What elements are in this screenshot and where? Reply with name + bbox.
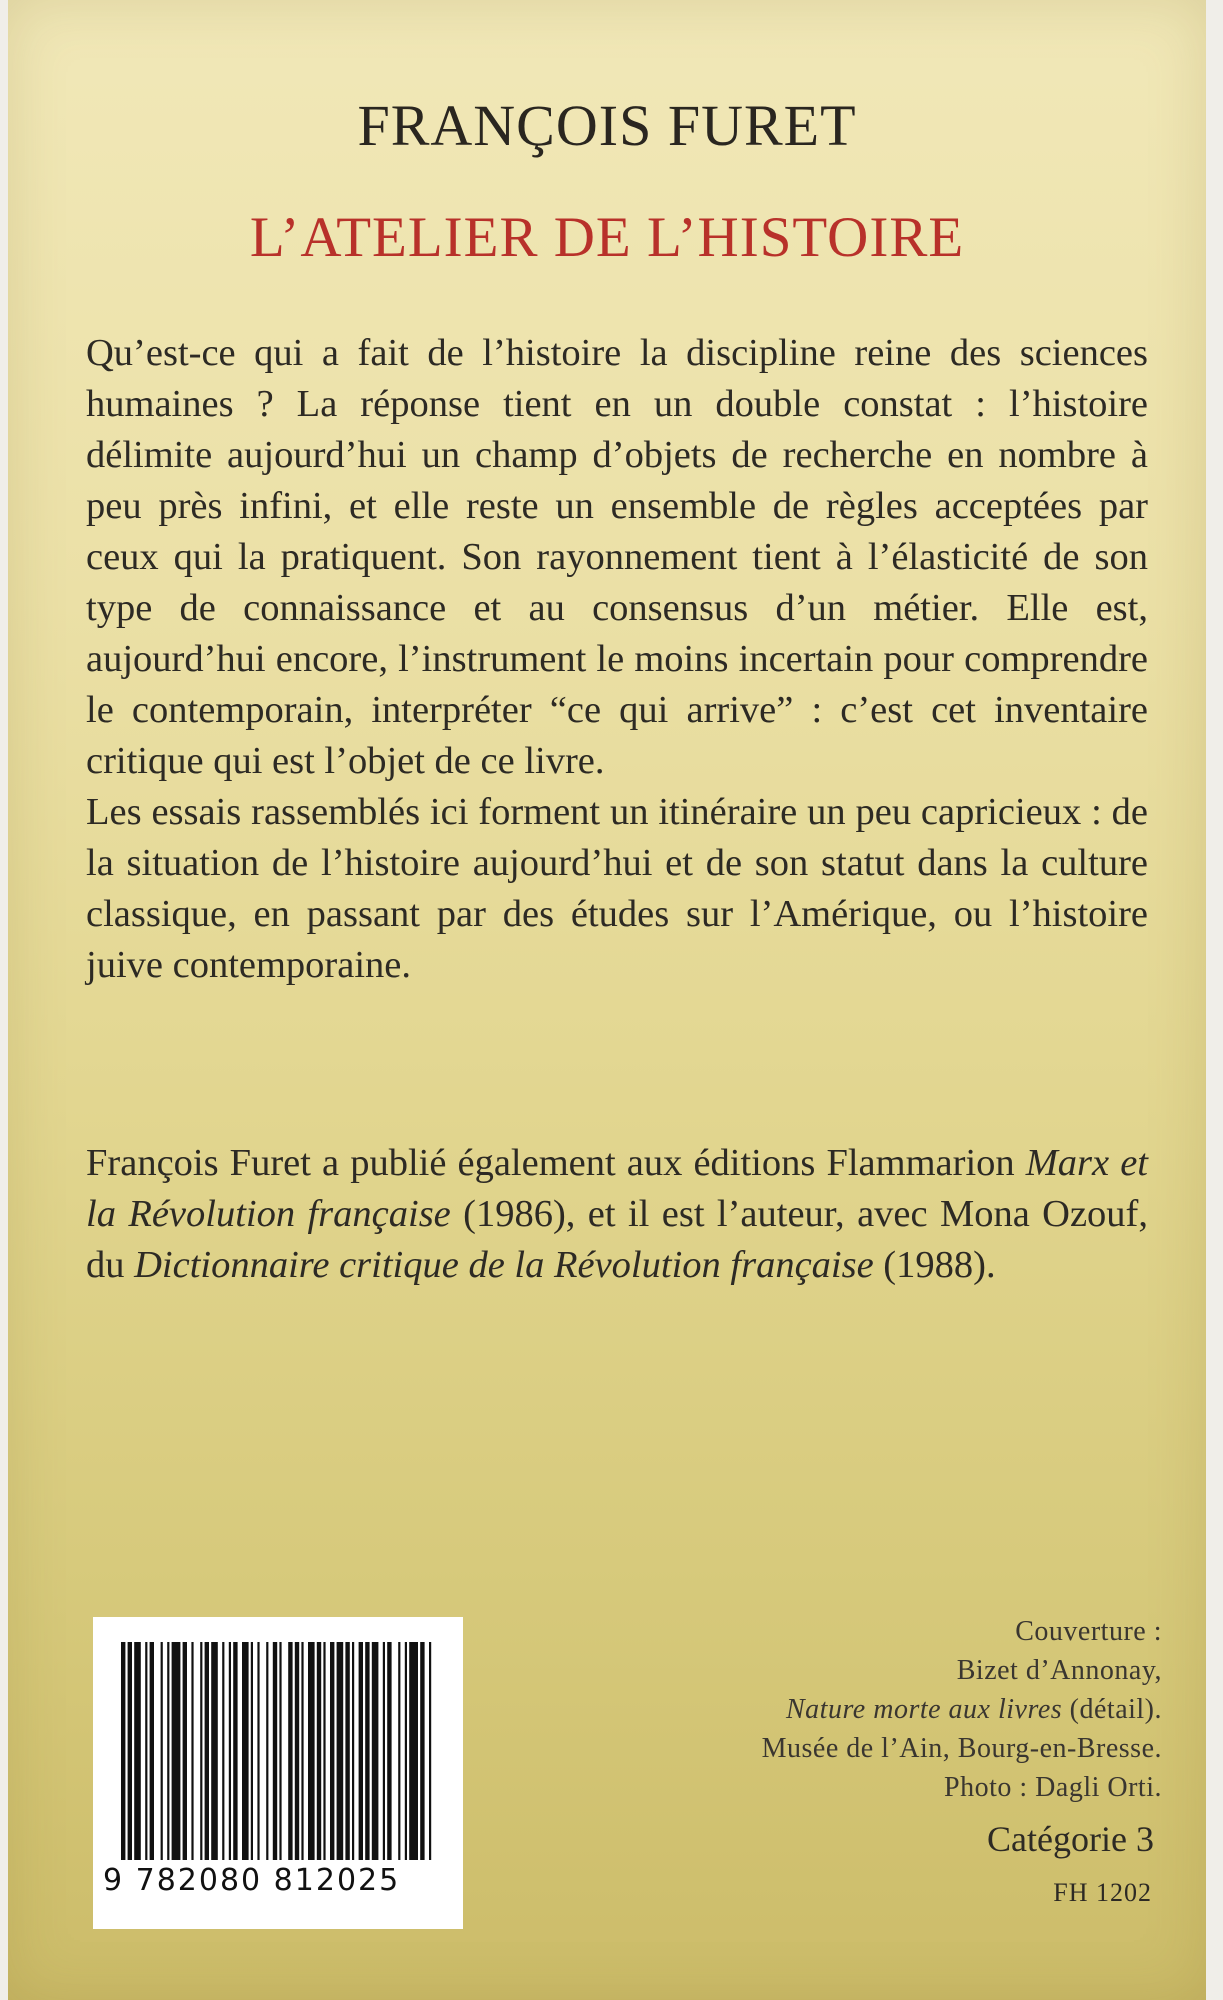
barcode-bar xyxy=(317,1642,321,1860)
barcode-bar xyxy=(222,1642,224,1860)
product-code: FH 1202 xyxy=(1053,1878,1152,1907)
barcode-bar xyxy=(387,1642,391,1860)
barcode-bar xyxy=(266,1642,268,1860)
barcode-bar xyxy=(150,1642,154,1860)
barcode-bar xyxy=(288,1642,292,1860)
cover-credits xyxy=(602,1612,1162,1807)
barcode-bar xyxy=(211,1642,218,1860)
barcode-bar xyxy=(295,1642,299,1860)
barcode-bar xyxy=(398,1642,400,1860)
barcode-bar xyxy=(229,1642,231,1860)
barcode-bar xyxy=(330,1642,334,1860)
barcode-bar xyxy=(372,1642,379,1860)
barcode-bar xyxy=(301,1642,303,1860)
barcode-bar xyxy=(420,1642,424,1860)
barcode-bar xyxy=(383,1642,385,1860)
author-name: FRANÇOIS FURET xyxy=(357,93,857,158)
author-note-text-3: (1988). xyxy=(873,1244,996,1286)
credits-line-3 xyxy=(602,1690,1162,1729)
book-title: L’ATELIER DE L’HISTOIRE xyxy=(249,206,965,269)
blurb-paragraph-1: Qu’est-ce qui a fait de l’histoire la discipline reine des sciences humaines ? La réponse tient en un double constat : l’histoire délimite aujourd’hui un champ d’objets de recherche en nombre à peu près infini, et elle reste un ensemble de règles acceptées par ceux qui la pratiquent. Son rayonnement tient à l’élasticité de son type de connaissance et au consensus d’un métier. Elle est, aujourd’hui encore, l’instrument le moins incertain pour comprendre le contemporain, interpréter “ce qui arrive” : c’est cet inventaire critique qui est l’objet de ce livre. xyxy=(86,332,1148,782)
author-note-text-1: François Furet a publié également aux éditions Flammarion xyxy=(86,1142,1026,1184)
barcode-bar xyxy=(279,1642,281,1860)
barcode-bar xyxy=(167,1642,169,1860)
author-note xyxy=(86,1138,1148,1291)
credits-line-5: Photo : Dagli Orti. xyxy=(944,1772,1162,1803)
barcode-bar xyxy=(352,1642,354,1860)
barcode-bar xyxy=(251,1642,253,1860)
category-label: Catégorie 3 xyxy=(987,1819,1154,1859)
barcode-bar xyxy=(134,1642,141,1860)
barcode xyxy=(93,1617,463,1929)
blurb xyxy=(86,328,1148,991)
credits-line-1: Couverture : xyxy=(1015,1616,1162,1647)
barcode-bar xyxy=(365,1642,369,1860)
barcode-bar xyxy=(121,1642,125,1860)
credits-line-4: Musée de l’Ain, Bourg-en-Bresse. xyxy=(761,1733,1162,1764)
barcode-bar xyxy=(145,1642,147,1860)
barcode-bar xyxy=(128,1642,132,1860)
isbn-number: 9 782080 812025 xyxy=(103,1863,401,1898)
barcode-bar xyxy=(200,1642,202,1860)
blurb-paragraph-2: Les essais rassemblés ici forment un itinéraire un peu capricieux : de la situation de l’histoire aujourd’hui et de son statut dans la culture classique, en passant par des études sur l’Amérique, ou l’histoire juive contemporaine. xyxy=(86,791,1148,986)
author-note-book-2: Dictionnaire critique de la Révolution française xyxy=(134,1244,874,1286)
barcode-bar xyxy=(242,1642,249,1860)
author-note-book-1: Marx et la Révolution française xyxy=(86,1142,1148,1235)
barcode-bars xyxy=(121,1642,435,1860)
barcode-bar xyxy=(183,1642,187,1860)
barcode-bar xyxy=(345,1642,349,1860)
barcode-bar xyxy=(233,1642,237,1860)
barcode-bar xyxy=(409,1642,418,1860)
book-back-cover xyxy=(8,0,1206,2000)
barcode-bar xyxy=(359,1642,363,1860)
barcode-bar xyxy=(257,1642,259,1860)
author-note-text-2: (1986), et il est l’auteur, avec Mona Ozouf, du xyxy=(86,1193,1148,1286)
barcode-bar xyxy=(323,1642,325,1860)
barcode-bar xyxy=(172,1642,181,1860)
barcode-bar xyxy=(161,1642,163,1860)
barcode-bar xyxy=(273,1642,277,1860)
barcode-bar xyxy=(337,1642,344,1860)
credits-artwork-detail: (détail). xyxy=(1062,1694,1162,1725)
barcode-bar xyxy=(205,1642,209,1860)
credits-line-2: Bizet d’Annonay, xyxy=(956,1655,1162,1686)
barcode-bar xyxy=(308,1642,315,1860)
credits-artwork-title: Nature morte aux livres xyxy=(785,1694,1063,1725)
barcode-bar xyxy=(405,1642,407,1860)
barcode-bar xyxy=(191,1642,193,1860)
barcode-bar xyxy=(429,1642,431,1860)
